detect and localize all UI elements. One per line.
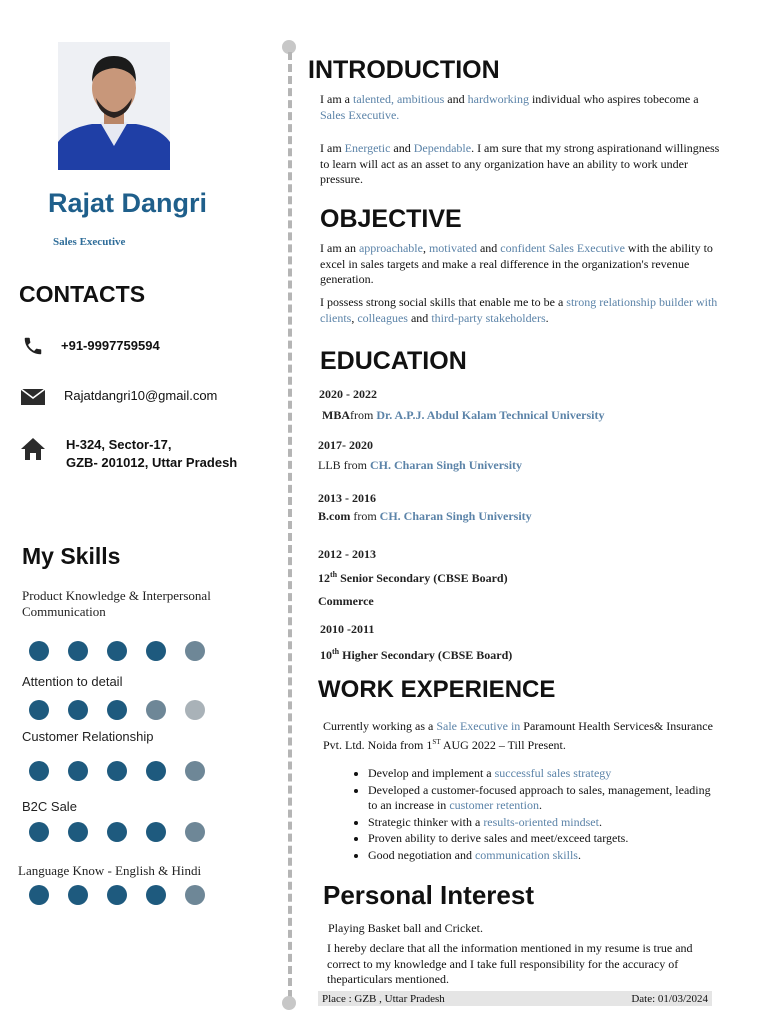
rating-dot — [29, 700, 49, 720]
address — [66, 436, 237, 472]
timeline-bottom-pin — [282, 996, 296, 1010]
education-degree: 10th Higher Secondary (CBSE Board) — [320, 647, 513, 662]
skill-label: B2C Sale — [22, 799, 77, 814]
skill-label: Product Knowledge & Interpersonal Communication — [22, 588, 211, 619]
rating-dot — [68, 761, 88, 781]
rating-dot — [146, 822, 166, 842]
address-line-2: GZB- 201012, Uttar Pradesh — [66, 455, 238, 470]
introduction-paragraph-1: I am a talented, ambitious and hardworking individual who aspires tobecome a Sales Executive. — [320, 92, 699, 122]
skill-rating — [29, 885, 205, 905]
education-degree: B.com from CH. Charan Singh University — [318, 509, 532, 523]
list-item: • Strategic thinker with a results-oriented mindset. — [368, 815, 716, 831]
rating-dot — [185, 641, 205, 661]
rating-dot — [107, 641, 127, 661]
objective-paragraph-1: I am an approachable, motivated and confident Sales Executive with the ability to excel in sales targets and make a real difference in the organization's revenue generation. — [320, 241, 713, 286]
rating-dot — [185, 761, 205, 781]
introduction-heading: INTRODUCTION — [308, 56, 500, 84]
work-intro: Currently working as a Sale Executive in Paramount Health Services& Insurance Pvt. Ltd. Noida from 1ST AUG 2022 – Till Present. — [323, 719, 713, 752]
skill-rating — [29, 641, 205, 661]
home-icon — [20, 436, 46, 462]
rating-dot — [146, 885, 166, 905]
footer-bar — [318, 991, 712, 1006]
profile-role: Sales Executive — [53, 236, 126, 248]
phone-number[interactable]: +91-9997759594 — [61, 338, 160, 353]
footer-place: Place : GZB , Uttar Pradesh — [322, 992, 445, 1005]
rating-dot — [107, 885, 127, 905]
education-years: 2020 - 2022 — [319, 387, 377, 401]
work-heading: WORK EXPERIENCE — [318, 676, 556, 703]
introduction-paragraph-2: I am Energetic and Dependable. I am sure that my strong aspirationand willingness to learn will act as an asset to any organization have an ability to work under pressure. — [320, 141, 720, 186]
rating-dot — [68, 885, 88, 905]
skill-label: Customer Relationship — [22, 729, 154, 744]
education-years: 2010 -2011 — [320, 622, 375, 636]
rating-dot — [185, 822, 205, 842]
rating-dot — [146, 641, 166, 661]
list-item: • Good negotiation and communication skills. — [368, 848, 716, 864]
rating-dot — [107, 822, 127, 842]
contact-email — [20, 386, 217, 408]
address-line-1: H-324, Sector-17, — [66, 437, 172, 452]
email-address[interactable]: Rajatdangri10@gmail.com — [64, 388, 218, 403]
list-item: • Develop and implement a successful sales strategy — [368, 766, 716, 782]
rating-dot — [29, 885, 49, 905]
education-heading: EDUCATION — [320, 347, 467, 375]
rating-dot — [107, 761, 127, 781]
profile-name: Rajat Dangri — [48, 188, 208, 218]
profile-photo — [58, 42, 170, 170]
rating-dot — [29, 761, 49, 781]
contacts-heading: CONTACTS — [19, 281, 146, 307]
skill-label: Attention to detail — [22, 674, 123, 689]
rating-dot — [107, 700, 127, 720]
education-years: 2017- 2020 — [318, 438, 373, 452]
rating-dot — [68, 700, 88, 720]
rating-dot — [185, 885, 205, 905]
list-item: • Developed a customer-focused approach to sales, management, leading to an increase in customer retention. — [368, 783, 716, 814]
work-bullets — [346, 766, 716, 864]
rating-dot — [185, 700, 205, 720]
timeline-line — [288, 52, 292, 998]
education-years: 2012 - 2013 — [318, 547, 376, 561]
education-degree: 12th Senior Secondary (CBSE Board) — [318, 570, 508, 585]
education-stream: Commerce — [318, 594, 374, 608]
skill-label: Language Know - English & Hindi — [18, 863, 202, 878]
rating-dot — [29, 641, 49, 661]
contact-address — [20, 436, 237, 472]
declaration-text: I hereby declare that all the information mentioned in my resume is true and correct to my knowledge and I take full responsibility for the accuracy of theparticulars mentioned. — [327, 941, 693, 986]
rating-dot — [68, 641, 88, 661]
education-years: 2013 - 2016 — [318, 491, 376, 505]
interest-heading: Personal Interest — [323, 880, 534, 910]
list-item: • Proven ability to derive sales and meet/exceed targets. — [368, 831, 716, 847]
person-silhouette-icon — [58, 42, 170, 170]
education-degree: LLB from CH. Charan Singh University — [318, 458, 523, 472]
rating-dot — [146, 761, 166, 781]
skills-heading: My Skills — [22, 543, 121, 569]
skill-rating — [29, 761, 205, 781]
skill-rating — [29, 822, 205, 842]
education-degree: MBAfrom Dr. A.P.J. Abdul Kalam Technical University — [322, 408, 605, 422]
objective-heading: OBJECTIVE — [320, 205, 462, 233]
phone-icon — [20, 335, 46, 357]
skill-rating — [29, 700, 205, 720]
objective-paragraph-2: I possess strong social skills that enable me to be a strong relationship builder with clients, colleagues and third-party stakeholders. — [320, 295, 718, 325]
footer-date: Date: 01/03/2024 — [631, 992, 708, 1005]
rating-dot — [68, 822, 88, 842]
rating-dot — [146, 700, 166, 720]
contact-phone — [20, 335, 160, 357]
interest-text: Playing Basket ball and Cricket. — [328, 921, 483, 935]
rating-dot — [29, 822, 49, 842]
mail-icon — [20, 386, 46, 408]
